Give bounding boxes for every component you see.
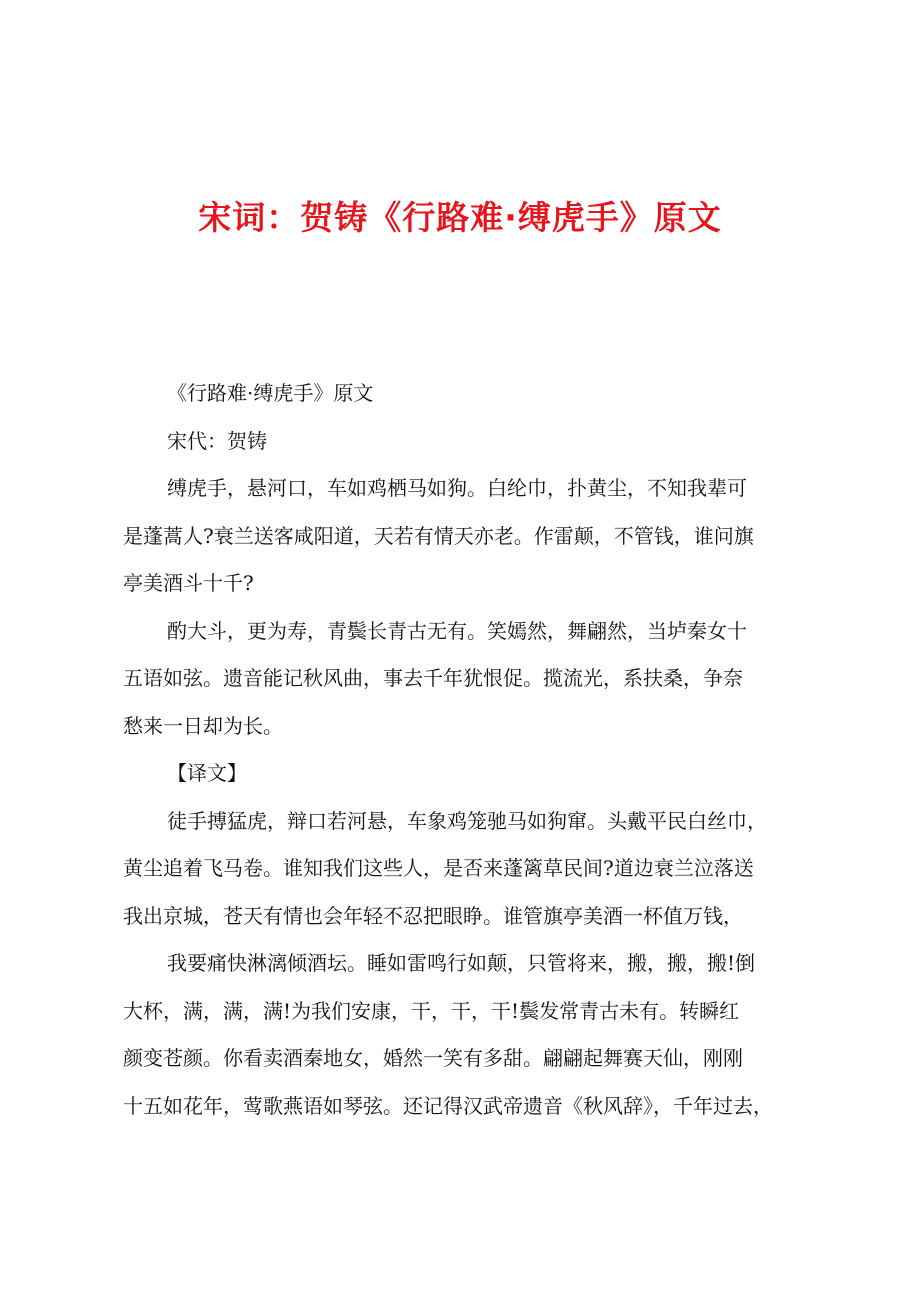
document-title: 宋词：贺铸《行路难·缚虎手》原文 [198, 198, 722, 237]
translation-line: 大杯，满，满，满!为我们安康，干，干，干!鬓发常青古未有。转瞬红 [123, 998, 740, 1023]
translation-label: 【译文】 [167, 761, 247, 785]
poem-line: 是蓬蒿人?衰兰送客咸阳道，天若有情天亦老。作雷颠，不管钱，谁问旗 [123, 523, 754, 548]
poem-heading: 《行路难·缚虎手》原文 [167, 381, 374, 405]
poem-line: 五语如弦。遗音能记秋风曲，事去千年犹恨促。揽流光，系扶桑，争奈 [123, 666, 743, 690]
translation-line: 黄尘追着飞马卷。谁知我们这些人，是否来蓬篱草民间?道边衰兰泣落送 [123, 856, 754, 880]
translation-line: 颜变苍颜。你看卖酒秦地女，婚然一笑有多甜。翩翩起舞赛天仙，刚刚 [123, 1046, 743, 1070]
document-body [123, 370, 813, 1130]
poem-line: 愁来一日却为长。 [123, 713, 283, 738]
translation-line: 十五如花年，莺歌燕语如琴弦。还记得汉武帝遗音《秋风辞》，千年过去， [123, 1093, 773, 1118]
poem-author: 宋代：贺铸 [167, 428, 267, 453]
poem-line: 酌大斗，更为寿，青鬓长青古无有。笑嫣然，舞翩然，当垆秦女十 [167, 618, 747, 643]
poem-line: 缚虎手，悬河口，车如鸡栖马如狗。白纶巾，扑黄尘，不知我辈可 [167, 476, 747, 500]
translation-line: 我出京城，苍天有情也会年轻不忍把眼睁。谁管旗亭美酒一杯值万钱， [123, 903, 743, 928]
translation-line: 徒手搏猛虎，辩口若河悬，车象鸡笼驰马如狗窜。头戴平民白丝巾， [167, 808, 767, 833]
poem-line: 亭美酒斗十千? [123, 571, 254, 595]
translation-line: 我要痛快淋漓倾酒坛。睡如雷鸣行如颠，只管将来，搬，搬，搬!倒 [167, 951, 756, 975]
